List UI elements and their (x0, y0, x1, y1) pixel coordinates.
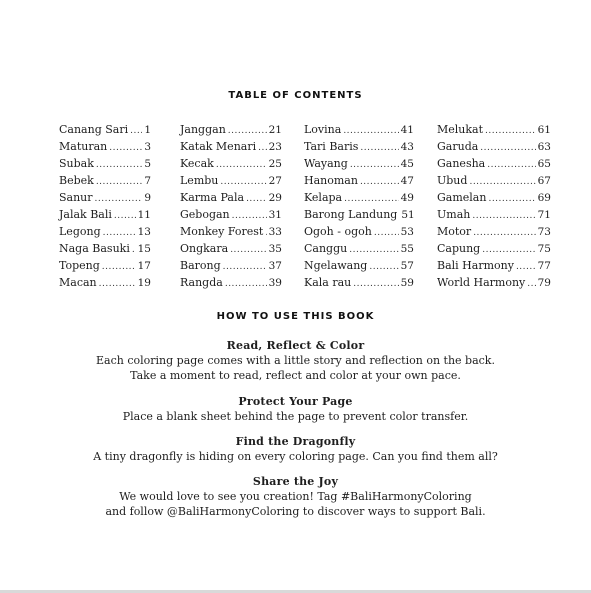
toc-entry (437, 138, 551, 155)
toc-entry-page-number: 35 (268, 243, 282, 255)
toc-entry-page-number: 63 (537, 141, 551, 153)
toc-entry-name: Rangda (180, 276, 223, 289)
tip-line: Take a moment to read, reflect and color at your own pace. (130, 369, 461, 382)
toc-dot-leader (527, 276, 535, 293)
toc-dot-leader (360, 174, 399, 191)
toc-entry-page-number: 31 (268, 209, 282, 221)
toc-entry-name: Kelapa (304, 191, 343, 204)
toc-dot-leader (96, 174, 143, 191)
tip-heading: Read, Reflect & Color (226, 339, 365, 352)
toc-entry-page-number: 21 (268, 124, 282, 136)
toc-entry-name: Tari Baris (304, 140, 359, 153)
toc-dot-leader (132, 242, 136, 259)
toc-entry (59, 223, 151, 240)
toc-entry-name: Ngelawang (304, 259, 368, 272)
tip-line: We would love to see you creation! Tag #BaliHarmonyColoring (119, 490, 472, 503)
toc-entry (59, 155, 151, 172)
toc-entry-page-number: 13 (137, 226, 151, 238)
toc-entry (304, 206, 414, 223)
toc-dot-leader (487, 157, 535, 174)
toc-entry-name: Barong (180, 259, 221, 272)
toc-entry-page-number: 79 (537, 277, 551, 289)
toc-entry (304, 172, 414, 189)
toc-entry-page-number: 59 (400, 277, 414, 289)
toc-entry (59, 206, 151, 223)
toc-entry (180, 223, 282, 240)
tip-line: Place a blank sheet behind the page to prevent color transfer. (122, 410, 469, 423)
toc-entry-name: Hanoman (304, 174, 358, 187)
toc-entry (180, 189, 282, 206)
toc-entry-page-number: 55 (400, 243, 414, 255)
toc-entry (437, 172, 551, 189)
toc-entry (59, 240, 151, 257)
toc-entry (59, 121, 151, 138)
tip-heading: Find the Dragonfly (235, 435, 356, 448)
toc-column-3 (304, 121, 414, 291)
toc-entry (180, 240, 282, 257)
toc-dot-leader (102, 259, 136, 276)
toc-entry-page-number: 9 (144, 192, 151, 204)
toc-entry-name: Wayang (304, 157, 348, 170)
toc-entry-page-number: 45 (400, 158, 414, 170)
toc-dot-leader (485, 123, 536, 140)
toc-entry (437, 223, 551, 240)
toc-entry-page-number: 61 (537, 124, 551, 136)
toc-entry-name: Kala rau (304, 276, 352, 289)
toc-entry-name: Umah (437, 208, 471, 221)
toc-entry (437, 189, 551, 206)
tip-line: and follow @BaliHarmonyColoring to discover ways to support Bali. (105, 505, 486, 518)
tip-line: Each coloring page comes with a little story and reflection on the back. (96, 354, 495, 367)
toc-entry (304, 240, 414, 257)
toc-dot-leader (472, 208, 535, 225)
toc-title: TABLE OF CONTENTS (228, 90, 363, 101)
toc-dot-leader (223, 259, 267, 276)
toc-dot-leader (96, 157, 142, 174)
toc-column-2 (180, 121, 282, 291)
toc-entry-name: Motor (437, 225, 472, 238)
toc-entry-page-number: 15 (137, 243, 151, 255)
toc-dot-leader (473, 225, 535, 242)
toc-entry (180, 257, 282, 274)
toc-entry (59, 172, 151, 189)
toc-entry (59, 189, 151, 206)
toc-entry-page-number: 17 (137, 260, 151, 272)
toc-entry (180, 206, 282, 223)
toc-dot-leader (480, 140, 535, 157)
toc-entry-name: Macan (59, 276, 97, 289)
toc-entry-name: Naga Basuki (59, 242, 130, 255)
toc-entry-name: Bali Harmony (437, 259, 514, 272)
toc-entry-name: Ogoh - ogoh (304, 225, 372, 238)
toc-entry-page-number: 77 (537, 260, 551, 272)
toc-entry-page-number: 1 (144, 124, 151, 136)
toc-entry-page-number: 29 (268, 192, 282, 204)
toc-entry-name: Melukat (437, 123, 484, 136)
toc-entry-page-number: 67 (537, 175, 551, 187)
tip-heading: Protect Your Page (238, 395, 353, 408)
toc-entry-page-number: 11 (137, 209, 151, 221)
toc-entry-name: Gebogan (180, 208, 230, 221)
toc-entry-page-number: 3 (144, 141, 151, 153)
toc-entry-name: Jalak Bali (59, 208, 112, 221)
toc-entry-name: Lembu (180, 174, 219, 187)
toc-entry (304, 223, 414, 240)
toc-entry-name: Garuda (437, 140, 479, 153)
toc-entry-page-number: 47 (400, 175, 414, 187)
toc-entry-name: Ongkara (180, 242, 229, 255)
toc-entry-name: Capung (437, 242, 481, 255)
toc-entry (59, 257, 151, 274)
toc-dot-leader (109, 140, 142, 157)
toc-entry-name: Monkey Forest (180, 225, 264, 238)
toc-entry (437, 206, 551, 223)
toc-entry (304, 121, 414, 138)
toc-entry (180, 155, 282, 172)
toc-dot-leader (225, 276, 267, 293)
toc-entry-name: Sanur (59, 191, 93, 204)
toc-dot-leader (360, 140, 398, 157)
toc-entry (437, 240, 551, 257)
toc-entry (304, 155, 414, 172)
toc-dot-leader (369, 259, 398, 276)
toc-entry-name: Karma Pala (180, 191, 245, 204)
table-of-contents (0, 121, 591, 291)
toc-entry (59, 138, 151, 155)
toc-entry (437, 257, 551, 274)
toc-entry-name: Katak Menari (180, 140, 257, 153)
toc-entry-page-number: 27 (268, 175, 282, 187)
toc-dot-leader (246, 191, 267, 208)
toc-entry-page-number: 73 (537, 226, 551, 238)
toc-entry-page-number: 43 (400, 141, 414, 153)
toc-entry-page-number: 69 (537, 192, 551, 204)
toc-column-1 (59, 121, 151, 291)
toc-column-4 (437, 121, 551, 291)
toc-entry-name: Canggu (304, 242, 348, 255)
toc-entry (180, 172, 282, 189)
toc-entry (437, 155, 551, 172)
toc-entry (304, 138, 414, 155)
tip-read-reflect-color (0, 338, 591, 383)
toc-entry-page-number: 33 (268, 226, 282, 238)
toc-entry-name: Canang Sari (59, 123, 129, 136)
tip-heading: Share the Joy (252, 475, 339, 488)
toc-entry-name: Maturan (59, 140, 108, 153)
toc-entry-name: Barong Landung (304, 208, 398, 221)
toc-entry-name: Subak (59, 157, 94, 170)
toc-entry-name: Janggan (180, 123, 226, 136)
toc-entry (304, 189, 414, 206)
tip-line: A tiny dragonfly is hiding on every coloring page. Can you find them all? (93, 450, 498, 463)
toc-entry-page-number: 5 (144, 158, 151, 170)
toc-entry-name: Bebek (59, 174, 94, 187)
toc-entry-page-number: 23 (268, 141, 282, 153)
toc-entry (180, 274, 282, 291)
toc-entry-page-number: 7 (144, 175, 151, 187)
toc-dot-leader (130, 123, 142, 140)
toc-entry (304, 257, 414, 274)
toc-entry (180, 138, 282, 155)
toc-entry-page-number: 25 (268, 158, 282, 170)
toc-entry-page-number: 53 (400, 226, 414, 238)
toc-entry (59, 274, 151, 291)
toc-entry-page-number: 49 (400, 192, 414, 204)
toc-entry-page-number: 57 (400, 260, 414, 272)
toc-entry-name: Kecak (180, 157, 214, 170)
toc-entry-page-number: 37 (268, 260, 282, 272)
toc-dot-leader (353, 276, 398, 293)
toc-dot-leader (265, 225, 266, 242)
tip-find-dragonfly (0, 434, 591, 464)
toc-entry-name: Topeng (59, 259, 100, 272)
toc-entry-page-number: 41 (400, 124, 414, 136)
toc-entry-page-number: 65 (537, 158, 551, 170)
toc-entry-name: Ubud (437, 174, 468, 187)
toc-entry-page-number: 51 (401, 209, 415, 221)
toc-entry (180, 121, 282, 138)
toc-entry (437, 274, 551, 291)
toc-dot-leader (216, 157, 267, 174)
toc-dot-leader (99, 276, 136, 293)
toc-entry-name: Gamelan (437, 191, 487, 204)
toc-entry-page-number: 19 (137, 277, 151, 289)
toc-entry (304, 274, 414, 291)
toc-entry-name: Legong (59, 225, 101, 238)
toc-entry-page-number: 71 (537, 209, 551, 221)
toc-entry-name: Ganesha (437, 157, 486, 170)
tip-share-joy (0, 474, 591, 519)
toc-dot-leader (114, 208, 136, 225)
toc-entry-name: Lovina (304, 123, 342, 136)
toc-dot-leader (488, 191, 535, 208)
toc-dot-leader (230, 242, 266, 259)
toc-entry (437, 121, 551, 138)
toc-entry-page-number: 39 (268, 277, 282, 289)
tip-protect-page (0, 394, 591, 424)
toc-entry-name: World Harmony (437, 276, 526, 289)
toc-entry-page-number: 75 (537, 243, 551, 255)
toc-dot-leader (258, 140, 267, 157)
how-to-title: HOW TO USE THIS BOOK (216, 311, 375, 322)
toc-dot-leader (374, 225, 399, 242)
